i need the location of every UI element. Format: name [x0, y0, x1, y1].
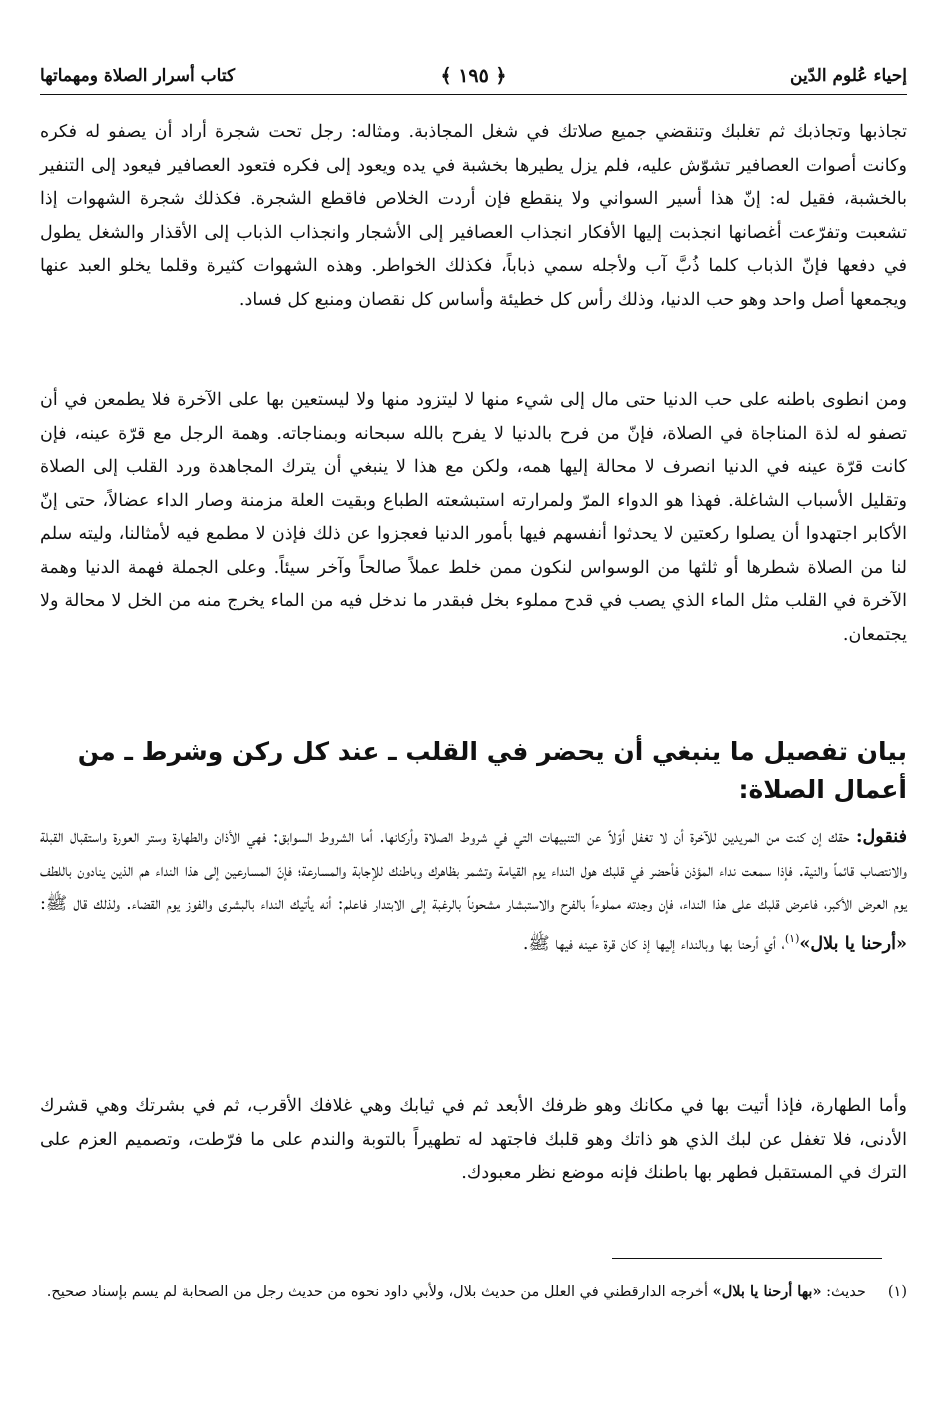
running-header — [40, 58, 907, 95]
paragraph-3 — [40, 820, 907, 961]
paragraph-1: تجاذبها وتجاذبك ثم تغلبك وتنقضي جميع صلاتك في شغل المجاذبة. ومثاله: رجل تحت شجرة أراد أن يصفو له فكره وكانت أصوات العصافير تشوّش عليه، فلم يزل يطيرها بخشبة في يده ويعود إلى فكره فتعود العصافير فيعود إلى التنفير بالخشبة، فقيل له: إنّ هذا أسير السواني ولا ينقطع فإن أردت الخلاص فاقطع الشجرة. فكذلك شجرة الشهوات إذا تشعبت وتفرّعت أغصانها انجذبت إليها الأفكار انجذاب العصافير إلى الأشجار وانجذاب الذباب إلى الأقذار والشغل يطول في دفعها فإنّ الذباب كلما ذُبَّ آب ولأجله سمي ذباباً، فكذلك الخواطر. وهذه الشهوات كثيرة وقلما يخلو العبد عنها ويجمعها أصل واحد وهو حب الدنيا، وذلك رأس كل خطيئة وأساس كل نقصان ومنبع كل فساد. — [40, 122, 907, 310]
paragraph-3-end: ، أي أرحنا بها وبالنداء إليها إذ كان قرة عينه فيها ﷺ. — [522, 933, 785, 954]
hadith-quote: «أرحنا يا بلال» — [799, 932, 907, 954]
footnote-quote: «بها أرحنا يا بلال» — [712, 1283, 822, 1300]
footnote-reference[interactable]: (١) — [784, 931, 800, 945]
footnote — [40, 1276, 907, 1308]
page-number: ﴿ ١٩٥ ﴾ — [440, 65, 507, 87]
chapter-title: كتاب أسرار الصلاة ومهماتها — [40, 66, 236, 86]
paragraph-2: ومن انطوى باطنه على حب الدنيا حتى مال إلى شيء منها لا ليتزود منها ولا ليستعين بها على الآخرة فلا يطمعن في أن تصفو له لذة المناجاة في الصلاة، فإنّ من فرح بالدنيا لا يفرح بالله سبحانه وبمناجاته. وهمة الرجل مع قرّة عينه، فإن كانت قرّة عينه في الدنيا انصرف لا محالة إليها همه، ولكن مع هذا لا ينبغي أن يترك المجاهدة ورد القلب إلى الصلاة وتقليل الأسباب الشاغلة. فهذا هو الدواء المرّ ولمرارته استبشعته الطباع وبقيت العلة مزمنة وصار الداء عضالاً، حتى إنّ الأكابر اجتهدوا أن يصلوا ركعتين لا يحدثوا أنفسهم فيها بأمور الدنيا فعجزوا عن ذلك فإذن لا مطمع فيه لأمثالنا، وليته سلم لنا من الصلاة شطرها أو ثلثها من الوسواس لنكون ممن خلط عملاً صالحاً وآخر سيئاً. وعلى الجملة فهمة الدنيا وهمة الآخرة في القلب مثل الماء الذي يصب في قدح مملوء بخل فبقدر ما ندخل فيه من الماء يخرج منه من الخل لا محالة ولا يجتمعان. — [40, 390, 907, 645]
footnote-label: حديث: — [826, 1284, 866, 1300]
paragraph-3-text: حقك إن كنت من المريدين للآخرة أن لا تغفل أوّلاً عن التنبيهات التي في شروط الصلاة وأركانها. أما الشروط السوابق: فهي الأذان والطهارة وستر العورة واستقبال القبلة والانتصاب قائماً والنية. فإذا سمعت نداء المؤذن فأحضر في قلبك هول النداء يوم القيامة وتشمر بظاهرك وباطنك للإجابة والمسارعة؛ فإنّ المسارعين إلى هذا النداء هم الذين ينادون باللطف يوم العرض الأكبر، فاعرض قلبك على هذا النداء، فإن وجدته مملوءاً بالفرح والاستبشار مشحوناً بالرغبة إلى الابتدار فاعلم: أنه يأتيك النداء بالبشرى والفوز يوم القضاء. ولذلك قال ﷺ: — [40, 827, 907, 914]
footnote-divider — [612, 1258, 882, 1259]
footnote-text: أخرجه الدارقطني في العلل من حديث بلال، ولأبي داود نحوه من حديث رجل من الصحابة لم يسم بإسناد صحيح. — [46, 1284, 709, 1300]
paragraph-lead: فنقول: — [856, 826, 908, 847]
book-title: إحياء عُلوم الدّين — [790, 66, 907, 86]
section-heading: بيان تفصيل ما ينبغي أن يحضر في القلب ـ عند كل ركن وشرط ـ من أعمال الصلاة: — [77, 737, 907, 804]
paragraph-4: وأما الطهارة، فإذا أتيت بها في مكانك وهو ظرفك الأبعد ثم في ثيابك وهي غلافك الأقرب، ثم في بشرتك وهي قشرك الأدنى، فلا تغفل عن لبك الذي هو ذاتك وهو قلبك فاجتهد له تطهيراً بالتوبة والندم على ما فرّطت، وتصميم العزم على الترك في المستقبل فطهر بها باطنك فإنه موضع نظر معبودك. — [40, 1096, 907, 1183]
footnote-number: (١) — [887, 1284, 907, 1300]
